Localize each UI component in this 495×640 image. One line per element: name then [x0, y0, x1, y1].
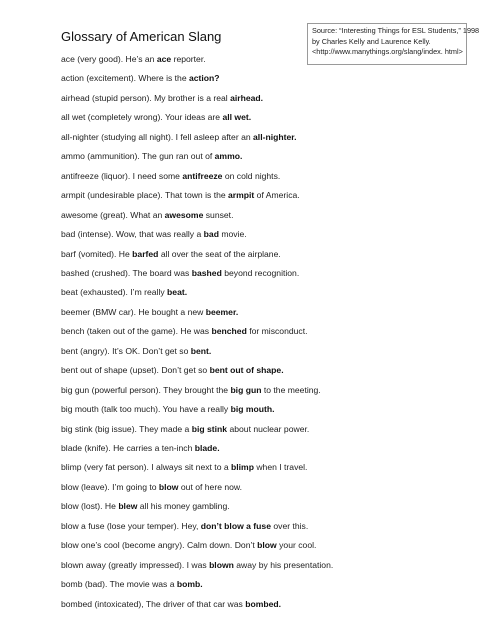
slang-term-example: bomb.	[176, 579, 203, 590]
entry-text: big gun (powerful person). They brought the	[61, 384, 231, 395]
slang-term-example: action?	[189, 73, 220, 84]
entry-text: blow a fuse (lose your temper). Hey,	[61, 520, 201, 531]
glossary-entry	[61, 287, 187, 298]
entry-text-end: out of here now.	[178, 481, 243, 492]
entry-text: blow one’s cool (become angry). Calm down. Don’t	[61, 540, 258, 551]
slang-term-example: big mouth.	[230, 404, 275, 415]
entry-text-end: reporter.	[171, 54, 206, 64]
glossary-entry	[61, 229, 247, 240]
slang-term-example: blade.	[194, 443, 220, 453]
entry-text: action (excitement). Where is the	[61, 73, 189, 84]
entry-text: antifreeze (liquor). I need some	[61, 170, 183, 181]
slang-term-example: beat.	[167, 287, 188, 298]
glossary-entry	[61, 579, 203, 590]
entry-text-end: for misconduct.	[246, 326, 308, 337]
entry-text: armpit (undesirable place). That town is the	[61, 190, 229, 201]
source-line: <http://www.manythings.org/slang/index. html>	[312, 47, 463, 56]
entry-text: bomb (bad). The movie was a	[61, 579, 177, 590]
entry-text: bashed (crushed). The board was	[61, 267, 192, 278]
slang-term-example: blow	[257, 540, 277, 551]
page-title: Glossary of American Slang	[61, 29, 222, 44]
glossary-entry	[61, 482, 242, 493]
entry-text: all wet (completely wrong). Your ideas are	[61, 112, 223, 123]
entry-text: big stink (big issue). They made a	[61, 423, 192, 434]
slang-term-example: bad	[203, 229, 219, 240]
glossary-entry	[61, 249, 281, 260]
slang-term-example: bashed	[191, 267, 222, 278]
glossary-entry	[61, 560, 333, 571]
slang-term-example: barfed	[132, 248, 159, 259]
entry-text-end: sunset.	[203, 209, 234, 220]
entry-text-end: about nuclear power.	[227, 423, 310, 434]
slang-term-example: bent.	[190, 345, 212, 356]
source-citation-box	[307, 23, 480, 65]
entry-text: bent out of shape (upset). Don’t get so	[61, 365, 210, 376]
entry-text: bench (taken out of the game). He was	[61, 326, 212, 337]
glossary-entry	[61, 462, 307, 473]
entry-text-end: movie.	[218, 229, 247, 240]
source-line: by Charles Kelly and Laurence Kelly.	[312, 36, 431, 46]
slang-term-example: armpit	[228, 190, 255, 201]
entry-text: blade (knife). He carries a ten-inch	[61, 443, 195, 453]
entry-text: bombed (intoxicated), The driver of that car was	[61, 598, 246, 609]
slang-term-example: ace	[156, 54, 172, 64]
entry-text-end: all over the seat of the airplane.	[158, 248, 281, 259]
glossary-entry	[61, 599, 281, 610]
slang-term-example: big stink	[191, 423, 228, 434]
entry-text: blown away (greatly impressed). I was	[61, 559, 210, 570]
slang-term-example: awesome	[164, 209, 204, 220]
glossary-entry	[61, 385, 321, 396]
slang-term-example: antifreeze	[182, 170, 223, 181]
slang-term-example: blown	[209, 559, 234, 570]
entry-text: beemer (BMW car). He bought a new	[61, 306, 206, 317]
glossary-entry	[61, 171, 280, 182]
entry-text: blimp (very fat person). I always sit next to a	[61, 462, 232, 473]
slang-term-example: all-nighter.	[253, 131, 297, 142]
slang-term-example: airhead.	[230, 92, 264, 103]
slang-term-example: bombed.	[245, 598, 282, 609]
slang-term-example: blew	[118, 501, 138, 512]
slang-term-example: bent out of shape.	[209, 365, 284, 376]
glossary-entry	[61, 54, 206, 65]
entry-text-end: when I travel.	[253, 462, 308, 473]
slang-term-example: beemer.	[205, 306, 239, 317]
slang-term-example: blow	[158, 481, 179, 492]
glossary-entry	[61, 112, 251, 123]
glossary-entry	[61, 404, 275, 415]
glossary-entry	[61, 521, 308, 532]
entry-text: awesome (great). What an	[61, 209, 165, 220]
slang-term-example: big gun	[230, 384, 262, 395]
glossary-entry	[61, 501, 230, 512]
entry-text: beat (exhausted). I’m really	[61, 287, 168, 298]
glossary-entry	[61, 326, 307, 337]
entry-text-end: on cold nights.	[222, 170, 281, 181]
entry-text: bad (intense). Wow, that was really a	[61, 229, 204, 240]
entry-text-end: to the meeting.	[261, 384, 321, 395]
glossary-entry	[61, 307, 238, 318]
glossary-entry	[61, 132, 296, 143]
glossary-entry	[61, 424, 309, 435]
slang-term-example: all wet.	[222, 112, 252, 123]
entry-text-end: away by his presentation.	[233, 559, 334, 570]
entry-text: ammo (ammunition). The gun ran out of	[61, 151, 215, 162]
entry-text-end: your cool.	[276, 540, 317, 551]
glossary-entry	[61, 540, 316, 551]
entry-text: barf (vomited). He	[61, 248, 133, 259]
entry-text: blow (leave). I’m going to	[61, 481, 159, 492]
glossary-entry	[61, 210, 233, 221]
slang-term-example: don’t blow a fuse	[200, 520, 271, 531]
entry-text: big mouth (talk too much). You have a really	[61, 404, 231, 415]
glossary-entry	[61, 365, 284, 376]
entry-text-end: beyond recognition.	[221, 267, 300, 278]
entry-text: blow (lost). He	[61, 501, 119, 512]
entry-text-end: over this.	[270, 520, 309, 531]
entry-text: bent (angry). It’s OK. Don’t get so	[61, 345, 191, 356]
glossary-entry	[61, 73, 220, 84]
glossary-entry	[61, 268, 299, 279]
glossary-entry	[61, 190, 300, 201]
entry-text: all-nighter (studying all night). I fell asleep after an	[61, 131, 254, 142]
source-line: Source: “Interesting Things for ESL Students,” 1998	[312, 26, 480, 35]
entry-text-end: of America.	[254, 190, 300, 201]
glossary-entry	[61, 443, 220, 454]
entry-text-end: all his money gambling.	[137, 501, 230, 512]
entry-text: ace (very good). He’s an	[61, 54, 157, 64]
glossary-entry	[61, 93, 263, 104]
entry-text: airhead (stupid person). My brother is a real	[61, 92, 231, 103]
slang-term-example: blimp	[231, 462, 254, 473]
glossary-entry	[61, 151, 242, 162]
slang-term-example: benched	[211, 326, 247, 337]
glossary-entry	[61, 346, 211, 357]
slang-term-example: ammo.	[214, 151, 243, 162]
